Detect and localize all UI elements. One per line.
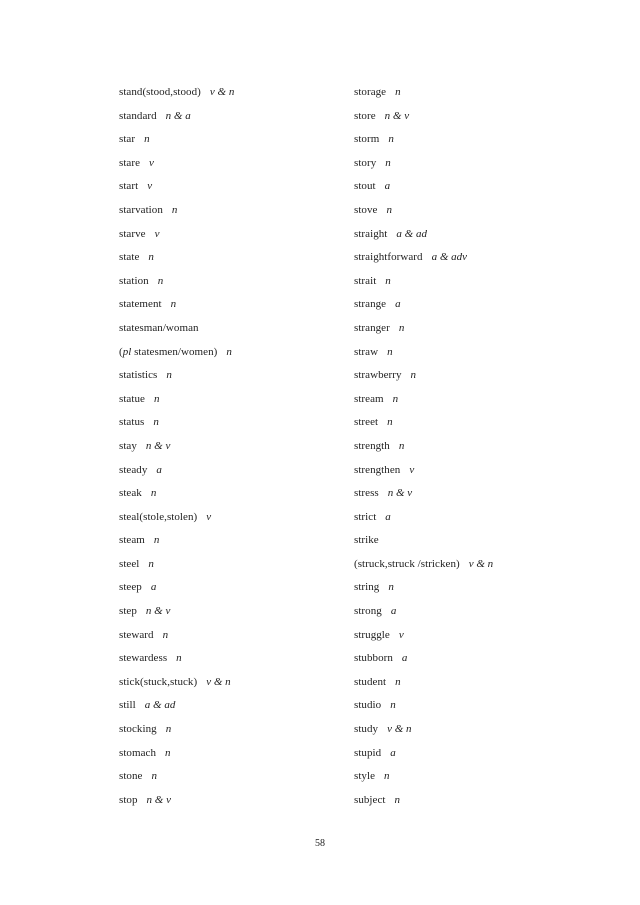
word-entry [354, 202, 584, 226]
word-entry [119, 273, 349, 297]
entry-word-open: ( [119, 345, 123, 358]
word-entry [119, 579, 349, 603]
entry-part-of-speech: n [395, 675, 401, 688]
entry-part-of-speech: n [226, 345, 232, 358]
word-entry [119, 178, 349, 202]
entry-word: strike [354, 534, 379, 547]
word-entry [354, 603, 584, 627]
entry-word: statesman/woman [119, 321, 199, 334]
word-entry [119, 84, 349, 108]
entry-word: star [119, 133, 136, 146]
word-entry [354, 108, 584, 132]
entry-word: straightforward [354, 251, 423, 264]
entry-part-of-speech: n [387, 416, 393, 429]
entry-part-of-speech: n [151, 770, 157, 783]
word-entry [354, 273, 584, 297]
word-entry [119, 155, 349, 179]
entry-word: steady [119, 463, 148, 476]
entry-word: student [354, 675, 387, 688]
entry-part-of-speech: a & ad [144, 699, 176, 712]
entry-part-of-speech: n [386, 203, 392, 216]
entry-word: start [119, 180, 139, 193]
entry-part-of-speech: a [395, 298, 401, 311]
entry-part-of-speech: v [154, 227, 160, 240]
word-entry [119, 485, 349, 509]
entry-word: stout [354, 180, 376, 193]
entry-part-of-speech: a & ad [396, 227, 427, 240]
entry-word: study [354, 723, 379, 736]
word-entry [119, 792, 349, 816]
word-entry [119, 320, 349, 344]
word-entry [119, 556, 349, 580]
entry-part-of-speech: v [149, 156, 154, 169]
entry-word: subject [354, 793, 386, 806]
entry-word: stocking [119, 723, 157, 736]
word-entry [354, 462, 584, 486]
entry-part-of-speech: n [150, 487, 157, 500]
entry-part-of-speech: n [394, 793, 401, 806]
word-entry [119, 674, 349, 698]
word-entry [119, 768, 349, 792]
word-entry [354, 391, 584, 415]
entry-part-of-speech: a [385, 510, 391, 523]
entry-word: studio [354, 699, 382, 712]
word-entry [119, 296, 349, 320]
word-entry [354, 721, 584, 745]
entry-part-of-speech: n [390, 699, 396, 712]
entry-word: strait [354, 274, 377, 287]
entry-word: strong [354, 605, 382, 618]
entry-part-of-speech: n [148, 557, 154, 570]
entry-part-of-speech: v [409, 463, 415, 476]
entry-word: stay [119, 439, 137, 452]
entry-part-of-speech: n [165, 723, 172, 736]
entry-word: statistics [119, 369, 158, 382]
entry-word: stubborn [354, 652, 393, 665]
entry-part-of-speech: v & n [206, 675, 231, 688]
word-entry [354, 249, 584, 273]
entry-word: strengthen [354, 463, 401, 476]
entry-word: status [119, 416, 145, 429]
word-entry [119, 391, 349, 415]
right-word-column [354, 84, 584, 815]
word-entry [119, 202, 349, 226]
entry-word: statement [119, 298, 162, 311]
entry-word: starvation [119, 203, 163, 216]
word-entry [354, 532, 584, 556]
entry-word: stewardess [119, 652, 168, 665]
entry-word: still [119, 699, 136, 712]
entry-word: steward [119, 628, 154, 641]
word-entry [354, 650, 584, 674]
entry-word: store [354, 109, 376, 122]
entry-word: state [119, 251, 140, 264]
word-entry [119, 108, 349, 132]
entry-word: steak [119, 487, 142, 500]
word-entry [119, 697, 349, 721]
entry-word: straight [354, 227, 388, 240]
entry-part-of-speech: n [385, 274, 391, 287]
entry-part-of-speech: n [398, 321, 405, 334]
entry-part-of-speech: n [388, 133, 394, 146]
entry-part-of-speech: a [156, 463, 162, 476]
entry-part-of-speech: n & v [145, 605, 171, 618]
entry-part-of-speech: n [387, 345, 393, 358]
entry-word: steam [119, 534, 145, 547]
word-entry [354, 438, 584, 462]
entry-word: stare [119, 156, 141, 169]
entry-word: steal(stole,stolen) [119, 510, 198, 523]
entry-part-of-speech: a [390, 605, 397, 618]
word-entry [119, 745, 349, 769]
entry-part-of-speech: a [150, 581, 157, 594]
word-entry [119, 344, 349, 368]
entry-word: stop [119, 793, 138, 806]
word-entry [354, 131, 584, 155]
entry-part-of-speech: n [410, 369, 417, 382]
word-entry [119, 603, 349, 627]
entry-word: statue [119, 392, 145, 405]
entry-word: statesmen/women) [131, 345, 218, 358]
entry-word: string [354, 581, 380, 594]
word-entry [354, 485, 584, 509]
entry-part-of-speech: n [384, 770, 390, 783]
entry-word: starve [119, 227, 146, 240]
word-entry [354, 84, 584, 108]
entry-word: strawberry [354, 369, 402, 382]
word-entry [119, 226, 349, 250]
word-entry [354, 627, 584, 651]
page-number: 58 [315, 838, 325, 849]
word-entry [354, 320, 584, 344]
entry-part-of-speech: n & a [165, 109, 191, 122]
entry-word: stove [354, 203, 378, 216]
word-entry [119, 462, 349, 486]
entry-word: story [354, 156, 377, 169]
word-entry [354, 344, 584, 368]
entry-word: storage [354, 86, 387, 98]
left-word-column [119, 84, 349, 815]
entry-word: stream [354, 392, 384, 405]
word-entry [119, 438, 349, 462]
entry-part-of-speech: n [153, 416, 159, 429]
entry-word: steep [119, 581, 142, 594]
entry-word: stomach [119, 746, 157, 759]
word-entry [354, 792, 584, 816]
entry-part-of-speech: n [171, 203, 178, 216]
word-entry [354, 579, 584, 603]
entry-word: (struck,struck /stricken) [354, 557, 460, 570]
word-entry [354, 745, 584, 769]
word-entry [119, 532, 349, 556]
entry-part-of-speech: n [148, 251, 154, 264]
entry-word: strict [354, 510, 377, 523]
entry-part-of-speech: v [147, 180, 153, 193]
word-entry [354, 178, 584, 202]
word-entry [354, 155, 584, 179]
entry-word: struggle [354, 628, 390, 641]
entry-part-of-speech: v [206, 510, 212, 523]
entry-part-of-speech: n [385, 156, 391, 169]
entry-word: stress [354, 487, 379, 500]
entry-part-of-speech: n [157, 274, 164, 287]
entry-part-of-speech: n [395, 86, 401, 98]
entry-word: stick(stuck,stuck) [119, 675, 198, 688]
entry-word: steel [119, 557, 140, 570]
entry-word: style [354, 770, 376, 783]
word-entry [119, 131, 349, 155]
entry-part-of-speech: v & n [468, 557, 494, 570]
entry-word: strange [354, 298, 387, 311]
entry-part-of-speech: n [144, 133, 150, 146]
entry-part-of-speech: n [166, 369, 172, 382]
entry-part-of-speech: a & adv [431, 251, 468, 264]
word-entry [354, 296, 584, 320]
word-entry [119, 367, 349, 391]
word-entry [354, 556, 584, 580]
entry-word: strength [354, 439, 390, 452]
entry-word: stand(stood,stood) [119, 86, 201, 98]
entry-part-of-speech: n & v [145, 439, 171, 452]
entry-part-of-speech: v [398, 628, 404, 641]
entry-part-of-speech: n [398, 439, 405, 452]
entry-word: standard [119, 109, 157, 122]
entry-part-of-speech: a [390, 746, 396, 759]
word-entry [119, 509, 349, 533]
entry-part-of-speech: n [388, 581, 394, 594]
entry-word: stranger [354, 321, 390, 334]
word-entry [354, 226, 584, 250]
entry-part-of-speech: n & v [146, 793, 171, 806]
word-entry [119, 414, 349, 438]
entry-part-of-speech: v & n [387, 723, 412, 736]
entry-part-of-speech: n [162, 628, 169, 641]
entry-plural-marker: pl [122, 345, 132, 358]
word-entry [119, 249, 349, 273]
entry-part-of-speech: v & n [209, 86, 235, 98]
word-entry [354, 674, 584, 698]
entry-part-of-speech: n [153, 392, 160, 405]
entry-word: stone [119, 770, 143, 783]
entry-part-of-speech: n [176, 652, 182, 665]
word-entry [354, 414, 584, 438]
entry-part-of-speech: n [392, 392, 399, 405]
word-entry [354, 367, 584, 391]
entry-part-of-speech: n & v [387, 487, 413, 500]
entry-part-of-speech: n [153, 534, 160, 547]
entry-part-of-speech: a [401, 652, 408, 665]
entry-word: storm [354, 133, 380, 146]
entry-word: station [119, 274, 149, 287]
word-entry [119, 650, 349, 674]
word-entry [119, 627, 349, 651]
entry-part-of-speech: a [384, 180, 391, 193]
entry-word: street [354, 416, 379, 429]
entry-word: stupid [354, 746, 382, 759]
entry-word: step [119, 605, 137, 618]
word-entry [354, 697, 584, 721]
entry-word: straw [354, 345, 379, 358]
entry-part-of-speech: n [165, 746, 171, 759]
word-entry [119, 721, 349, 745]
word-entry [354, 509, 584, 533]
entry-part-of-speech: n & v [384, 109, 410, 122]
word-entry [354, 768, 584, 792]
entry-part-of-speech: n [170, 298, 177, 311]
